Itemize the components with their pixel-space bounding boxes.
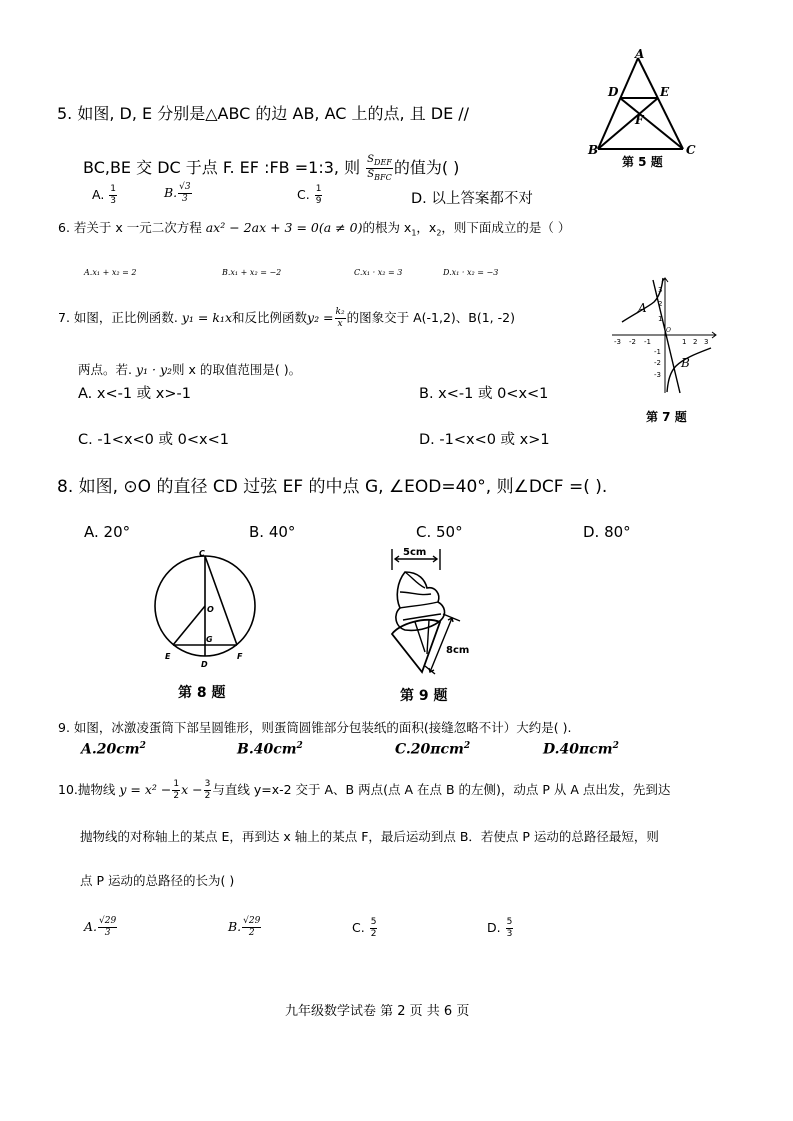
q9-option-d: D.40πcm$^2$ [543,741,619,758]
q7-ytick-neg3: -3 [654,371,661,379]
q7-stem-line2: 两点。若. y₁ · y₂则 x 的取值范围是( )。 [78,362,302,377]
q8-option-a: A. 20° [84,523,131,541]
q10-stem-line3: 点 P 运动的总路径的长为( ) [80,873,235,888]
q7-xtick-1: 1 [682,338,687,346]
q5-option-a: A. $\frac{1}{3}$ [92,184,117,206]
q10-option-d: D. $\frac{5}{3}$ [487,917,513,939]
q10-option-c: C. $\frac{5}{2}$ [352,917,377,939]
q6-option-b: B.x₁ + x₂ = −2 [222,268,282,277]
q5-stem-line2 [83,155,459,182]
q7-label-o: O [666,327,671,334]
q7-xtick-neg2: -2 [629,338,636,346]
q7-figure-caption: 第 7 题 [646,410,687,424]
q9-side-dimension: 8cm [446,645,470,656]
q9-figure-caption: 第 9 题 [400,688,448,704]
q10-stem-line1: 10.抛物线 y = x² − $\frac{1}{2}$ x − $\frac{3}{2}$ 与直线 y=x-2 交于 A、B 两点(点 A 在点 B 的左侧)，动点 P 从 A 点出发，先到达 [58,779,671,801]
q5-label-d: D [608,85,619,99]
page-footer: 九年级数学试卷 第 2 页 共 6 页 [285,1004,470,1019]
q7-stem-line1: 7. 如图，正比例函数. y₁ = k₁x和反比例函数y₂ = $\frac{\text{k₂}}{x}$ 的图象交于 A(-1,2)、B(1, -2) [58,307,515,329]
q9-option-c: C.20πcm$^2$ [395,741,471,758]
q8-label-e: E [165,652,171,661]
q7-label-a: A [638,301,647,315]
q6-option-d: D.x₁ · x₂ = −3 [443,268,499,277]
q8-label-g: G [206,635,213,644]
q8-stem: 8. 如图, ⊙O 的直径 CD 过弦 EF 的中点 G, ∠EOD=40°, 则∠DCF =( ). [57,477,608,497]
q7-option-c: C. -1<x<0 或 0<x<1 [78,432,229,448]
q5-label-a: A [635,48,645,61]
q5-label-f: F [635,113,644,127]
q5-label-e: E [660,85,670,99]
q7-ytick-neg2: -2 [654,359,661,367]
q5-figure-caption: 第 5 题 [622,155,663,169]
q7-graph-figure [608,275,723,430]
q8-option-c: C. 50° [416,523,463,541]
q5-option-c: C. $\frac{1}{9}$ [297,184,322,206]
q9-top-dimension: 5cm [403,547,427,558]
q5-label-b: B [588,143,599,157]
q10-option-b: B. $\frac{√29}{2}$ [228,916,261,938]
q5-ratio-fraction: $\frac{S_{DEF}}{S_{BFC}}$ [367,154,392,182]
q9-option-b: $B.40cm^2$ [237,741,303,758]
q7-label-b: B [681,356,690,370]
q8-label-f: F [237,652,243,661]
q8-option-b: B. 40° [249,523,296,541]
q8-label-o: O [207,605,214,614]
q6-equation: ax² − 2ax + 3 = 0(a ≠ 0) [205,220,363,235]
q5-triangle-figure [580,48,710,173]
q7-xtick-neg3: -3 [614,338,621,346]
q5-stem-line1: 5. 如图, D, E 分别是△ABC 的边 AB, AC 上的点, 且 DE // [57,104,470,123]
q9-option-a: $A.20cm^2$ [81,741,146,758]
q5-stem-text: BC,BE 交 DC 于点 F. EF :FB =1:3, 则 [83,158,361,177]
q5-label-c: C [686,143,696,157]
q8-label-c: C [199,549,205,558]
q6-option-c: C.x₁ · x₂ = 3 [354,268,403,277]
q7-xtick-neg1: -1 [644,338,651,346]
q8-label-d: D [201,660,208,669]
q9-stem: 9. 如图，冰激凌蛋筒下部呈圆锥形，则蛋筒圆锥部分包装纸的面积(接缝忽略不计）大约是( ). [58,720,572,735]
q7-ytick-neg1: -1 [654,348,661,356]
q7-ytick-2: 2 [658,300,663,308]
q10-stem-line2: 抛物线的对称轴上的某点 E，再到达 x 轴上的某点 F，最后运动到点 B．若使点 P 运动的总路径最短，则 [80,829,659,844]
q7-xtick-2: 2 [693,338,698,346]
q8-figure-caption: 第 8 题 [178,685,226,701]
q7-option-d: D. -1<x<0 或 x>1 [419,432,550,448]
q6-stem: 6. 若关于 x 一元二次方程 ax² − 2ax + 3 = 0(a ≠ 0)的根为 $x_1$，$x_2$，则下面成立的是（ ） [58,220,571,238]
q9-icecream-figure [375,542,495,705]
q7-option-a: A. x<-1 或 x>-1 [78,386,191,402]
q10-option-a: A. $\frac{√29}{3}$ [84,916,117,938]
q6-option-a: A.x₁ + x₂ = 2 [84,268,137,277]
q5-option-d: D. 以上答案都不对 [411,191,533,207]
q5-stem-end: 的值为( ) [393,158,460,177]
q5-option-b: B. $\frac{√3}{3}$ [164,182,191,204]
q7-ytick-3: 3 [658,286,663,294]
q7-xtick-3: 3 [704,338,709,346]
q7-option-b: B. x<-1 或 0<x<1 [419,386,549,402]
q8-circle-figure [150,545,270,705]
q8-option-d: D. 80° [583,523,631,541]
q7-ytick-1: 1 [658,315,663,323]
